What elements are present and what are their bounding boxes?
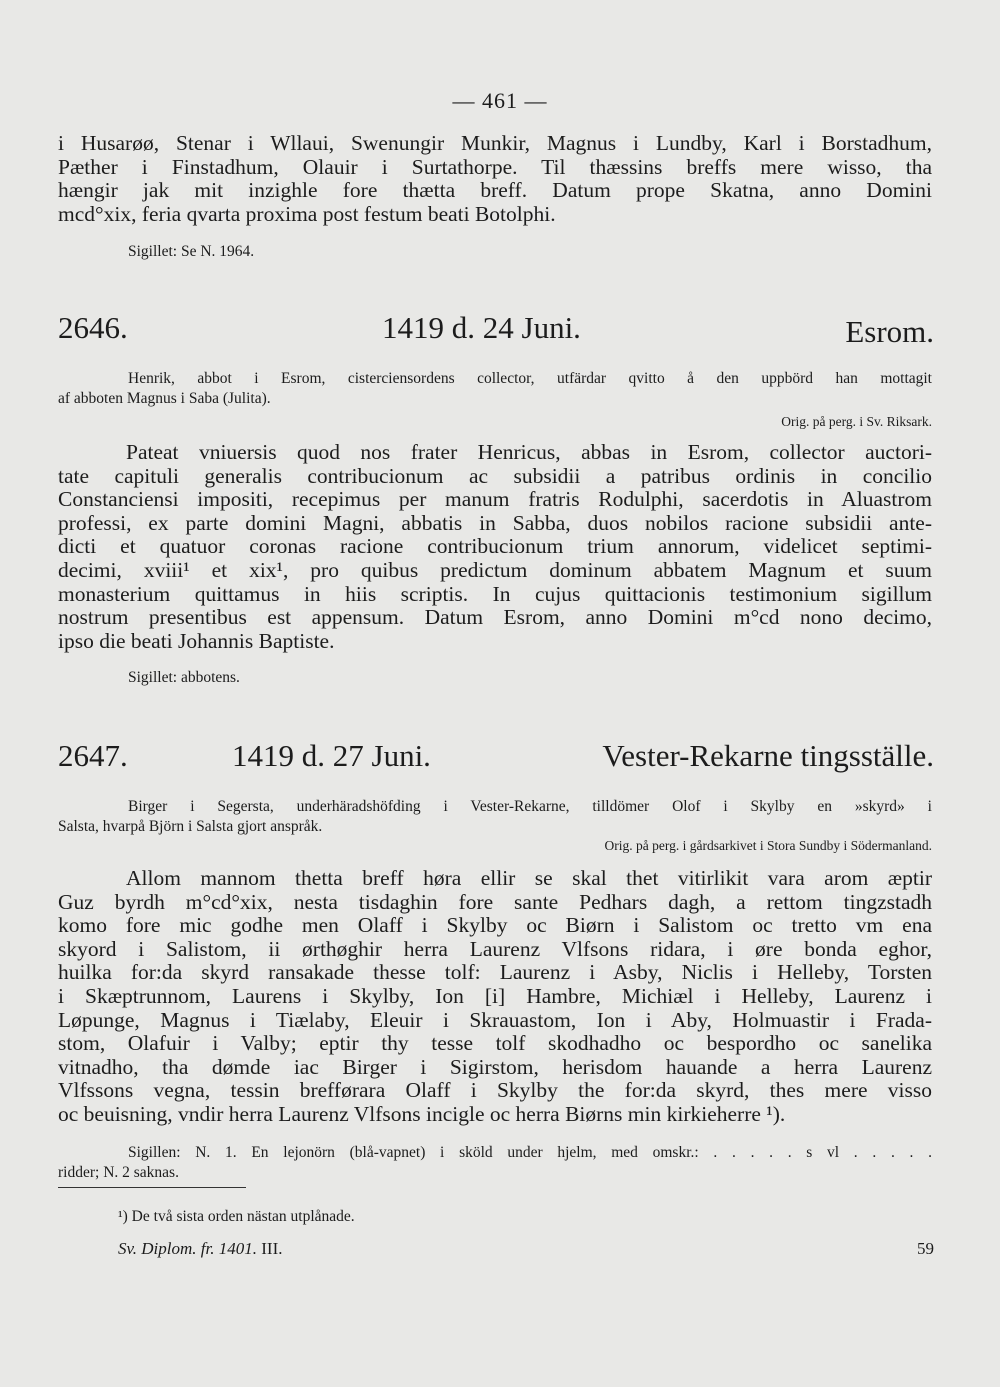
source-2646: Orig. på perg. i Sv. Riksark. xyxy=(781,414,932,429)
doc-number-2646: 2646. xyxy=(58,310,128,345)
source-2647: Orig. på perg. i gårdsarkivet i Stora Sundby i Södermanland. xyxy=(604,838,932,853)
footnote-divider xyxy=(58,1187,246,1188)
intro-text xyxy=(58,132,932,226)
text-line: ipso die beati Johannis Baptiste. xyxy=(58,628,335,653)
text-line: decimi, xviii¹ et xix¹, pro quibus predictum dominum abbatem Magnum et suum xyxy=(58,557,932,582)
text-2647 xyxy=(58,867,932,1127)
doc-number-2647: 2647. xyxy=(58,738,128,773)
text-line: nostrum presentibus est appensum. Datum Esrom, anno Domini m°cd nono decimo, xyxy=(58,605,932,630)
text-line: Pæther i Finstadhum, Olauir i Surtathorpe. Til thæssins breffs mere wisso, tha xyxy=(58,154,932,179)
text-line: oc beuisning, vndir herra Laurenz Vlfsons incigle oc herra Biørns min kirkieherre ¹). xyxy=(58,1101,786,1126)
footer-volume: III. xyxy=(261,1239,283,1258)
doc-place-2647: Vester-Rekarne tingsställe. xyxy=(602,738,934,773)
text-line: hængir jak mit inzighle fore thætta breff. Datum prope Skatna, anno Domini xyxy=(58,178,932,203)
text-line: stom, Olafuir i Valby; eptir thy tesse tolf skodhadho oc bespordho oc sanelika xyxy=(58,1031,932,1056)
text-line: huilka for:da skyrd ransakade thesse tolf: Laurenz i Asby, Niclis i Helleby, Torsten xyxy=(58,960,932,985)
text-line: Allom mannom thetta breff høra ellir se skal thet vitirlikit vara arom æptir xyxy=(126,866,932,890)
footnote: ¹) De två sista orden nästan utplånade. xyxy=(118,1208,355,1225)
doc-place-2646: Esrom. xyxy=(845,314,934,349)
summary-2647 xyxy=(58,797,932,836)
text-line: vitnadho, tha dømde iac Birger i Sigirstom, herisdom hauande a herra Laurenz xyxy=(58,1054,932,1079)
seal-line: ridder; N. 2 saknas. xyxy=(58,1163,179,1181)
text-line: monasterium quittamus in hiis scriptis. In cujus quittacionis testimonium sigillum xyxy=(58,581,932,606)
seal-2646: Sigillet: abbotens. xyxy=(128,669,240,686)
doc-date-2647: 1419 d. 27 Juni. xyxy=(232,738,431,773)
seal-line: Sigillen: N. 1. En lejonörn (blå-vapnet) i sköld under hjelm, med omskr.: . . . . . s vl . . . . . xyxy=(128,1144,932,1161)
footer-series-title: Sv. Diplom. fr. 1401. xyxy=(118,1239,257,1258)
text-line: Pateat vniuersis quod nos frater Henricus, abbas in Esrom, collector auctori- xyxy=(126,440,932,464)
text-line: tate capituli generalis contribucionum ac subsidii a patribus ordinis in concilio xyxy=(58,463,932,488)
summary-line: af abboten Magnus i Saba (Julita). xyxy=(58,389,271,407)
summary-line: Salsta, hvarpå Björn i Salsta gjort anspråk. xyxy=(58,817,323,835)
doc-date-2646: 1419 d. 24 Juni. xyxy=(382,310,581,345)
text-line: mcd°xix, feria qvarta proxima post festum beati Botolphi. xyxy=(58,201,556,226)
text-2646 xyxy=(58,441,932,653)
summary-2646 xyxy=(58,369,932,408)
summary-line: Birger i Segersta, underhäradshöfding i Vester-Rekarne, tilldömer Olof i Skylby en »skyrd» i xyxy=(128,798,932,815)
text-line: komo fore mic godhe men Olaff i Skylby oc Biørn i Salistom oc tretto vm ena xyxy=(58,913,932,938)
text-line: professi, ex parte domini Magni, abbatis in Sabba, duos nobilos racione subsidii ante- xyxy=(58,510,932,535)
text-line: Løpunge, Magnus i Tiælaby, Eleuir i Skrauastom, Ion i Aby, Holmuastir i Frada- xyxy=(58,1007,932,1032)
text-line: Vlfssons vegna, tessin brefførara Olaff i Skylby the for:da skyrd, thes mere visso xyxy=(58,1078,932,1103)
summary-line: Henrik, abbot i Esrom, cisterciensordens collector, utfärdar qvitto å den uppbörd han mottagit xyxy=(128,370,932,387)
intro-seal: Sigillet: Se N. 1964. xyxy=(128,243,255,260)
text-line: Guz byrdh m°cd°xix, nesta tisdaghin fore sante Pedhars dagh, a rettom tingzstadh xyxy=(58,889,932,914)
page-number: — 461 — xyxy=(452,88,548,113)
footer-sheet-number: 59 xyxy=(917,1239,934,1258)
seal-2647 xyxy=(58,1143,932,1182)
text-line: dicti et quatuor coronas racione contribucionum trium annorum, videlicet septimi- xyxy=(58,534,932,559)
footer-series xyxy=(118,1239,282,1259)
text-line: i Husarøø, Stenar i Wllaui, Swenungir Munkir, Magnus i Lundby, Karl i Borstadhum, xyxy=(58,131,932,155)
text-line: i Skæptrunnom, Laurens i Skylby, Ion [i] Hambre, Michiæl i Helleby, Laurenz i xyxy=(58,983,932,1008)
text-line: Constanciensi impositi, recepimus per manum fratris Rodulphi, sacerdotis in Aluastrom xyxy=(58,487,932,512)
text-line: skyord i Salistom, ii ørthøghir herra Laurenz Vlfsons ridara, i øre bonda eghor, xyxy=(58,936,932,961)
